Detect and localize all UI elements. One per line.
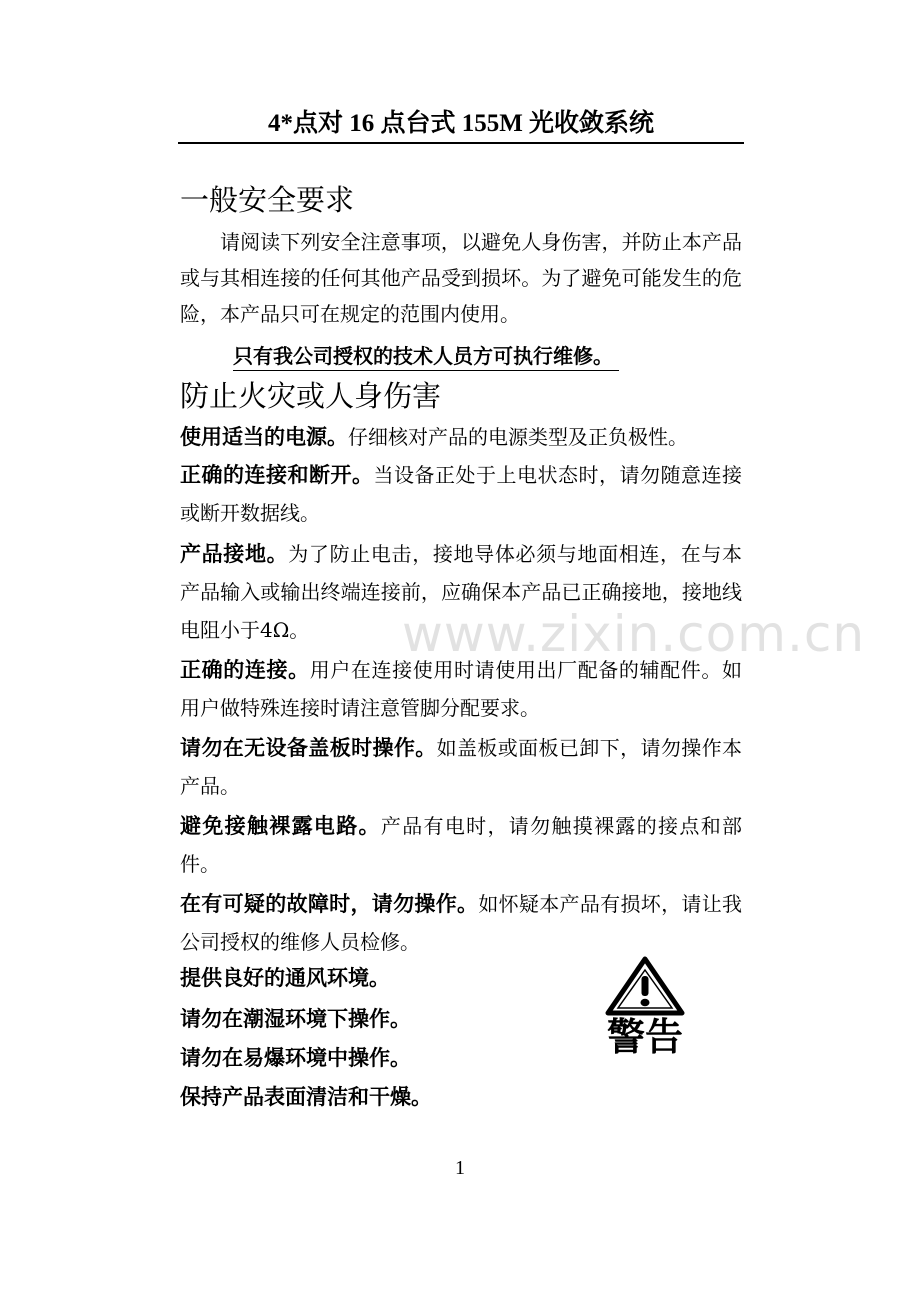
safety-item-lead: 使用适当的电源。 — [180, 425, 348, 449]
warning-sign — [604, 956, 686, 1060]
safety-item-suspected-fault — [180, 885, 742, 961]
safety-item-cover-panel — [180, 729, 742, 805]
safety-item-lead: 产品接地。 — [180, 542, 289, 566]
safety-item-lead: 避免接触裸露电路。 — [180, 814, 381, 838]
safety-item-text: 为了防止电击，接地导体必须与地面相连，在与本产品输入或输出终端连接前，应确保本产品已正确接地，接地线电阻小于4Ω。 — [180, 542, 743, 642]
safety-tip-clean-dry: 保持产品表面清洁和干燥。 — [180, 1085, 432, 1109]
safety-tip-ventilation: 提供良好的通风环境。 — [180, 966, 390, 990]
section-heading-general-safety: 一般安全要求 — [180, 183, 355, 217]
safety-item-lead: 请勿在无设备盖板时操作。 — [180, 736, 437, 760]
safety-item-power-source — [180, 418, 742, 456]
warning-label: 警告 — [606, 1015, 683, 1059]
safety-item-text: 如怀疑本产品有损坏，请让我公司授权的维修人员检修。 — [180, 892, 743, 954]
safety-item-lead: 正确的连接和断开。 — [180, 463, 374, 487]
safety-tip-explosive: 请勿在易爆环境中操作。 — [180, 1046, 411, 1070]
safety-item-text: 仔细核对产品的电源类型及正负极性。 — [348, 425, 688, 449]
safety-item-exposed-circuit — [180, 807, 742, 883]
authorized-service-notice: 只有我公司授权的技术人员方可执行维修。 — [233, 342, 619, 371]
safety-item-lead: 在有可疑的故障时，请勿操作。 — [180, 892, 479, 916]
page-number: 1 — [455, 1157, 465, 1179]
safety-item-text: 用户在连接使用时请使用出厂配备的辅配件。如用户做特殊连接时请注意管脚分配要求。 — [180, 658, 743, 720]
safety-item-text: 产品有电时，请勿触摸裸露的接点和部件。 — [180, 814, 743, 876]
title-divider — [178, 142, 744, 144]
exclamation-triangle-icon — [604, 956, 686, 1016]
intro-paragraph: 请阅读下列安全注意事项，以避免人身伤害，并防止本产品或与其相连接的任何其他产品受到损坏。为了避免可能发生的危险，本产品只可在规定的范围内使用。 — [180, 230, 742, 326]
section-heading-fire-injury: 防止火灾或人身伤害 — [180, 379, 442, 413]
safety-tip-humidity: 请勿在潮湿环境下操作。 — [180, 1007, 411, 1031]
safety-item-text: 如盖板或面板已卸下，请勿操作本产品。 — [180, 736, 743, 798]
document-title: 4*点对 16 点台式 155M 光收敛系统 — [267, 110, 655, 137]
watermark: www.zixin.com.cn — [402, 605, 866, 663]
safety-item-connect-disconnect — [180, 456, 742, 532]
safety-item-text: 当设备正处于上电状态时，请勿随意连接或断开数据线。 — [180, 463, 742, 525]
safety-item-lead: 正确的连接。 — [180, 658, 310, 682]
